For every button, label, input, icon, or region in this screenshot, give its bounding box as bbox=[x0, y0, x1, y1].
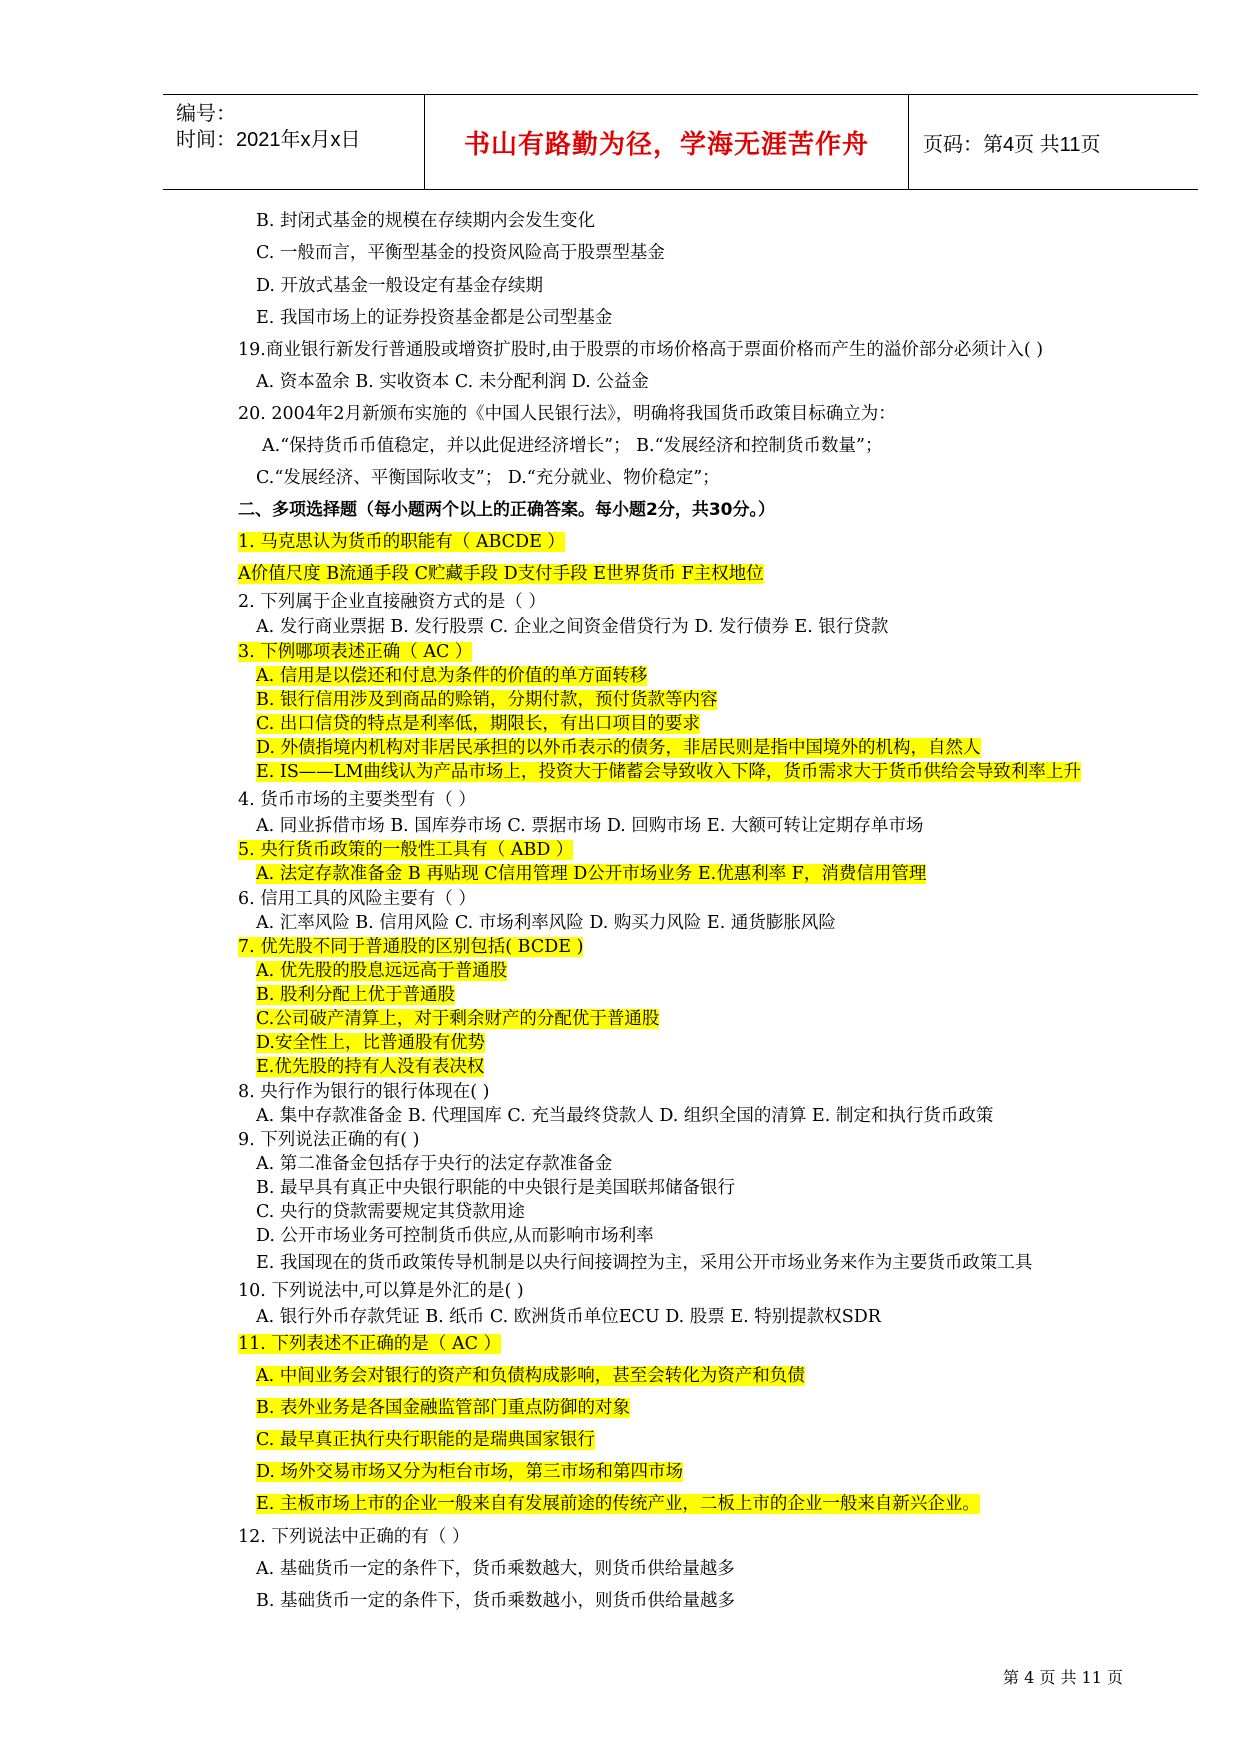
line-text: 2. 下列属于企业直接融资方式的是（ ） bbox=[238, 592, 546, 612]
line-text: A. 第二准备金包括存于央行的法定存款准备金 bbox=[256, 1154, 613, 1174]
document-line bbox=[256, 275, 543, 297]
line-text: C. 出口信贷的特点是利率低，期限长，有出口项目的要求 bbox=[256, 714, 700, 734]
document-line bbox=[256, 1201, 525, 1223]
line-text: D. 公开市场业务可控制货币供应,从而影响市场利率 bbox=[256, 1226, 654, 1246]
header-page-label: 页码：第4页 共11页 bbox=[923, 133, 1101, 156]
document-line bbox=[256, 467, 720, 489]
line-text: 3. 下例哪项表述正确（ AC ） bbox=[238, 642, 473, 662]
line-text: E. IS——LM曲线认为产品市场上，投资大于储蓄会导致收入下降，货币需求大于货币供给会导致利率上升 bbox=[256, 762, 1081, 782]
line-text: A.“保持货币币值稳定，并以此促进经济增长”； B.“发展经济和控制货币数量”； bbox=[262, 436, 883, 456]
line-text: D. 场外交易市场又分为柜台市场，第三市场和第四市场 bbox=[256, 1462, 684, 1482]
document-line bbox=[238, 1129, 419, 1151]
line-text: B. 基础货币一定的条件下，货币乘数越小，则货币供给量越多 bbox=[256, 1591, 735, 1611]
line-text: 20. 2004年2月新颁布实施的《中国人民银行法》，明确将我国货币政策目标确立为： bbox=[238, 404, 896, 424]
document-line bbox=[238, 641, 472, 663]
document-line bbox=[256, 371, 649, 393]
line-text: 7. 优先股不同于普通股的区别包括( BCDE ) bbox=[238, 937, 584, 957]
line-text: D. 开放式基金一般设定有基金存续期 bbox=[256, 276, 544, 296]
document-line bbox=[256, 1365, 805, 1387]
document-line bbox=[238, 403, 896, 425]
document-line bbox=[238, 531, 565, 553]
line-text: 1. 马克思认为货币的职能有（ ABCDE ） bbox=[238, 532, 565, 552]
line-text: 11. 下列表述不正确的是（ AC ） bbox=[238, 1334, 502, 1354]
document-line bbox=[256, 1177, 735, 1199]
document-line bbox=[238, 888, 476, 910]
document-line bbox=[256, 815, 923, 837]
line-text: B. 股利分配上优于普通股 bbox=[256, 985, 455, 1005]
document-line bbox=[256, 1008, 659, 1030]
document-line bbox=[256, 863, 926, 885]
line-text: B. 最早具有真正中央银行职能的中央银行是美国联邦储备银行 bbox=[256, 1178, 735, 1198]
number-label: 编号： bbox=[176, 103, 236, 125]
line-text: A. 基础货币一定的条件下，货币乘数越大，则货币供给量越多 bbox=[256, 1559, 735, 1579]
line-text: C. 央行的贷款需要规定其贷款用途 bbox=[256, 1202, 525, 1222]
line-text: 6. 信用工具的风险主要有（ ） bbox=[238, 889, 476, 909]
document-line bbox=[256, 616, 888, 638]
line-text: 19.商业银行新发行普通股或增资扩股时,由于股票的市场价格高于票面价格而产生的溢价部分必须计入( ) bbox=[238, 340, 1044, 360]
line-text: A. 集中存款准备金 B. 代理国库 C. 充当最终贷款人 D. 组织全国的清算 E. 制定和执行货币政策 bbox=[256, 1106, 994, 1126]
line-text: 二、多项选择题（每小题两个以上的正确答案。每小题2分，共30分。） bbox=[238, 500, 775, 520]
document-line bbox=[256, 737, 981, 759]
line-text: E. 我国市场上的证券投资基金都是公司型基金 bbox=[256, 308, 613, 328]
line-text: A. 法定存款准备金 B 再贴现 C信用管理 D公开市场业务 E.优惠利率 F，消费信用管理 bbox=[256, 864, 927, 884]
document-line bbox=[238, 339, 1043, 361]
document-line bbox=[256, 1056, 484, 1078]
line-text: E. 主板市场上市的企业一般来自有发展前途的传统产业，二板上市的企业一般来自新兴企业。 bbox=[256, 1494, 980, 1514]
time-label: 时间：2021年x月x日 bbox=[176, 129, 361, 151]
page-header bbox=[163, 94, 1198, 190]
page-footer: 第 4 页 共 11 页 bbox=[1003, 1668, 1123, 1687]
document-line bbox=[256, 307, 612, 329]
document-line bbox=[256, 242, 665, 264]
document-line bbox=[256, 713, 700, 735]
line-text: B. 封闭式基金的规模在存续期内会发生变化 bbox=[256, 211, 595, 231]
header-meta bbox=[163, 95, 425, 189]
line-text: C.“发展经济、平衡国际收支”； D.“充分就业、物价稳定”； bbox=[256, 468, 720, 488]
document-line bbox=[256, 1225, 654, 1247]
line-text: A. 优先股的股息远远高于普通股 bbox=[256, 961, 508, 981]
line-text: 8. 央行作为银行的银行体现在( ) bbox=[238, 1082, 490, 1102]
document-line bbox=[256, 1306, 881, 1328]
document-line bbox=[256, 665, 647, 687]
line-text: C. 一般而言，平衡型基金的投资风险高于股票型基金 bbox=[256, 243, 665, 263]
line-text: A. 发行商业票据 B. 发行股票 C. 企业之间资金借贷行为 D. 发行债券 E. 银行贷款 bbox=[256, 617, 889, 637]
line-text: E. 我国现在的货币政策传导机制是以央行间接调控为主，采用公开市场业务来作为主要货币政策工具 bbox=[256, 1253, 1033, 1273]
document-line bbox=[238, 1280, 524, 1302]
line-text: 12. 下列说法中正确的有（ ） bbox=[238, 1527, 470, 1547]
document-line bbox=[238, 789, 476, 811]
document-line bbox=[256, 1461, 683, 1483]
document-line bbox=[256, 689, 717, 711]
document-line bbox=[256, 1590, 735, 1612]
line-text: A. 中间业务会对银行的资产和负债构成影响，甚至会转化为资产和负债 bbox=[256, 1366, 805, 1386]
line-text: C. 最早真正执行央行职能的是瑞典国家银行 bbox=[256, 1430, 595, 1450]
line-text: A. 信用是以偿还和付息为条件的价值的单方面转移 bbox=[256, 666, 648, 686]
line-text: 5. 央行货币政策的一般性工具有（ ABD ） bbox=[238, 840, 574, 860]
document-line bbox=[238, 591, 546, 613]
document-line bbox=[256, 1558, 735, 1580]
line-text: A. 银行外币存款凭证 B. 纸币 C. 欧洲货币单位ECU D. 股票 E. 特别提款权SDR bbox=[256, 1307, 881, 1327]
document-line bbox=[238, 936, 583, 958]
line-text: C.公司破产清算上，对于剩余财产的分配优于普通股 bbox=[256, 1009, 660, 1029]
line-text: A. 同业拆借市场 B. 国库券市场 C. 票据市场 D. 回购市场 E. 大额可转让定期存单市场 bbox=[256, 816, 924, 836]
document-line bbox=[256, 1252, 1032, 1274]
document-line bbox=[256, 1032, 485, 1054]
document-line bbox=[256, 210, 595, 232]
document-line bbox=[256, 1429, 595, 1451]
document-line bbox=[238, 499, 775, 521]
document-line bbox=[256, 984, 455, 1006]
line-text: A. 汇率风险 B. 信用风险 C. 市场利率风险 D. 购买力风险 E. 通货膨胀风险 bbox=[256, 913, 836, 933]
document-line bbox=[256, 960, 507, 982]
line-text: A. 资本盈余 B. 实收资本 C. 未分配利润 D. 公益金 bbox=[256, 372, 649, 392]
document-line bbox=[256, 1397, 630, 1419]
line-text: A价值尺度 B流通手段 C贮藏手段 D支付手段 E世界货币 F主权地位 bbox=[238, 564, 764, 584]
document-line bbox=[238, 839, 573, 861]
header-motto: 书山有路勤为径，学海无涯苦作舟 bbox=[425, 95, 909, 189]
line-text: 10. 下列说法中,可以算是外汇的是( ) bbox=[238, 1281, 524, 1301]
document-line bbox=[256, 1153, 612, 1175]
document-line bbox=[256, 912, 836, 934]
document-line bbox=[238, 563, 764, 585]
line-text: B. 表外业务是各国金融监管部门重点防御的对象 bbox=[256, 1398, 630, 1418]
document-line bbox=[256, 761, 1081, 783]
document-line bbox=[262, 435, 882, 457]
line-text: D.安全性上，比普通股有优势 bbox=[256, 1033, 485, 1053]
document-line bbox=[238, 1081, 489, 1103]
line-text: E.优先股的持有人没有表决权 bbox=[256, 1057, 485, 1077]
document-line bbox=[256, 1105, 993, 1127]
document-line bbox=[256, 1493, 980, 1515]
line-text: 9. 下列说法正确的有( ) bbox=[238, 1130, 420, 1150]
line-text: 4. 货币市场的主要类型有（ ） bbox=[238, 790, 476, 810]
document-line bbox=[238, 1333, 501, 1355]
document-line bbox=[238, 1526, 469, 1548]
line-text: D. 外债指境内机构对非居民承担的以外币表示的债务，非居民则是指中国境外的机构，自然人 bbox=[256, 738, 981, 758]
line-text: B. 银行信用涉及到商品的赊销，分期付款，预付货款等内容 bbox=[256, 690, 718, 710]
